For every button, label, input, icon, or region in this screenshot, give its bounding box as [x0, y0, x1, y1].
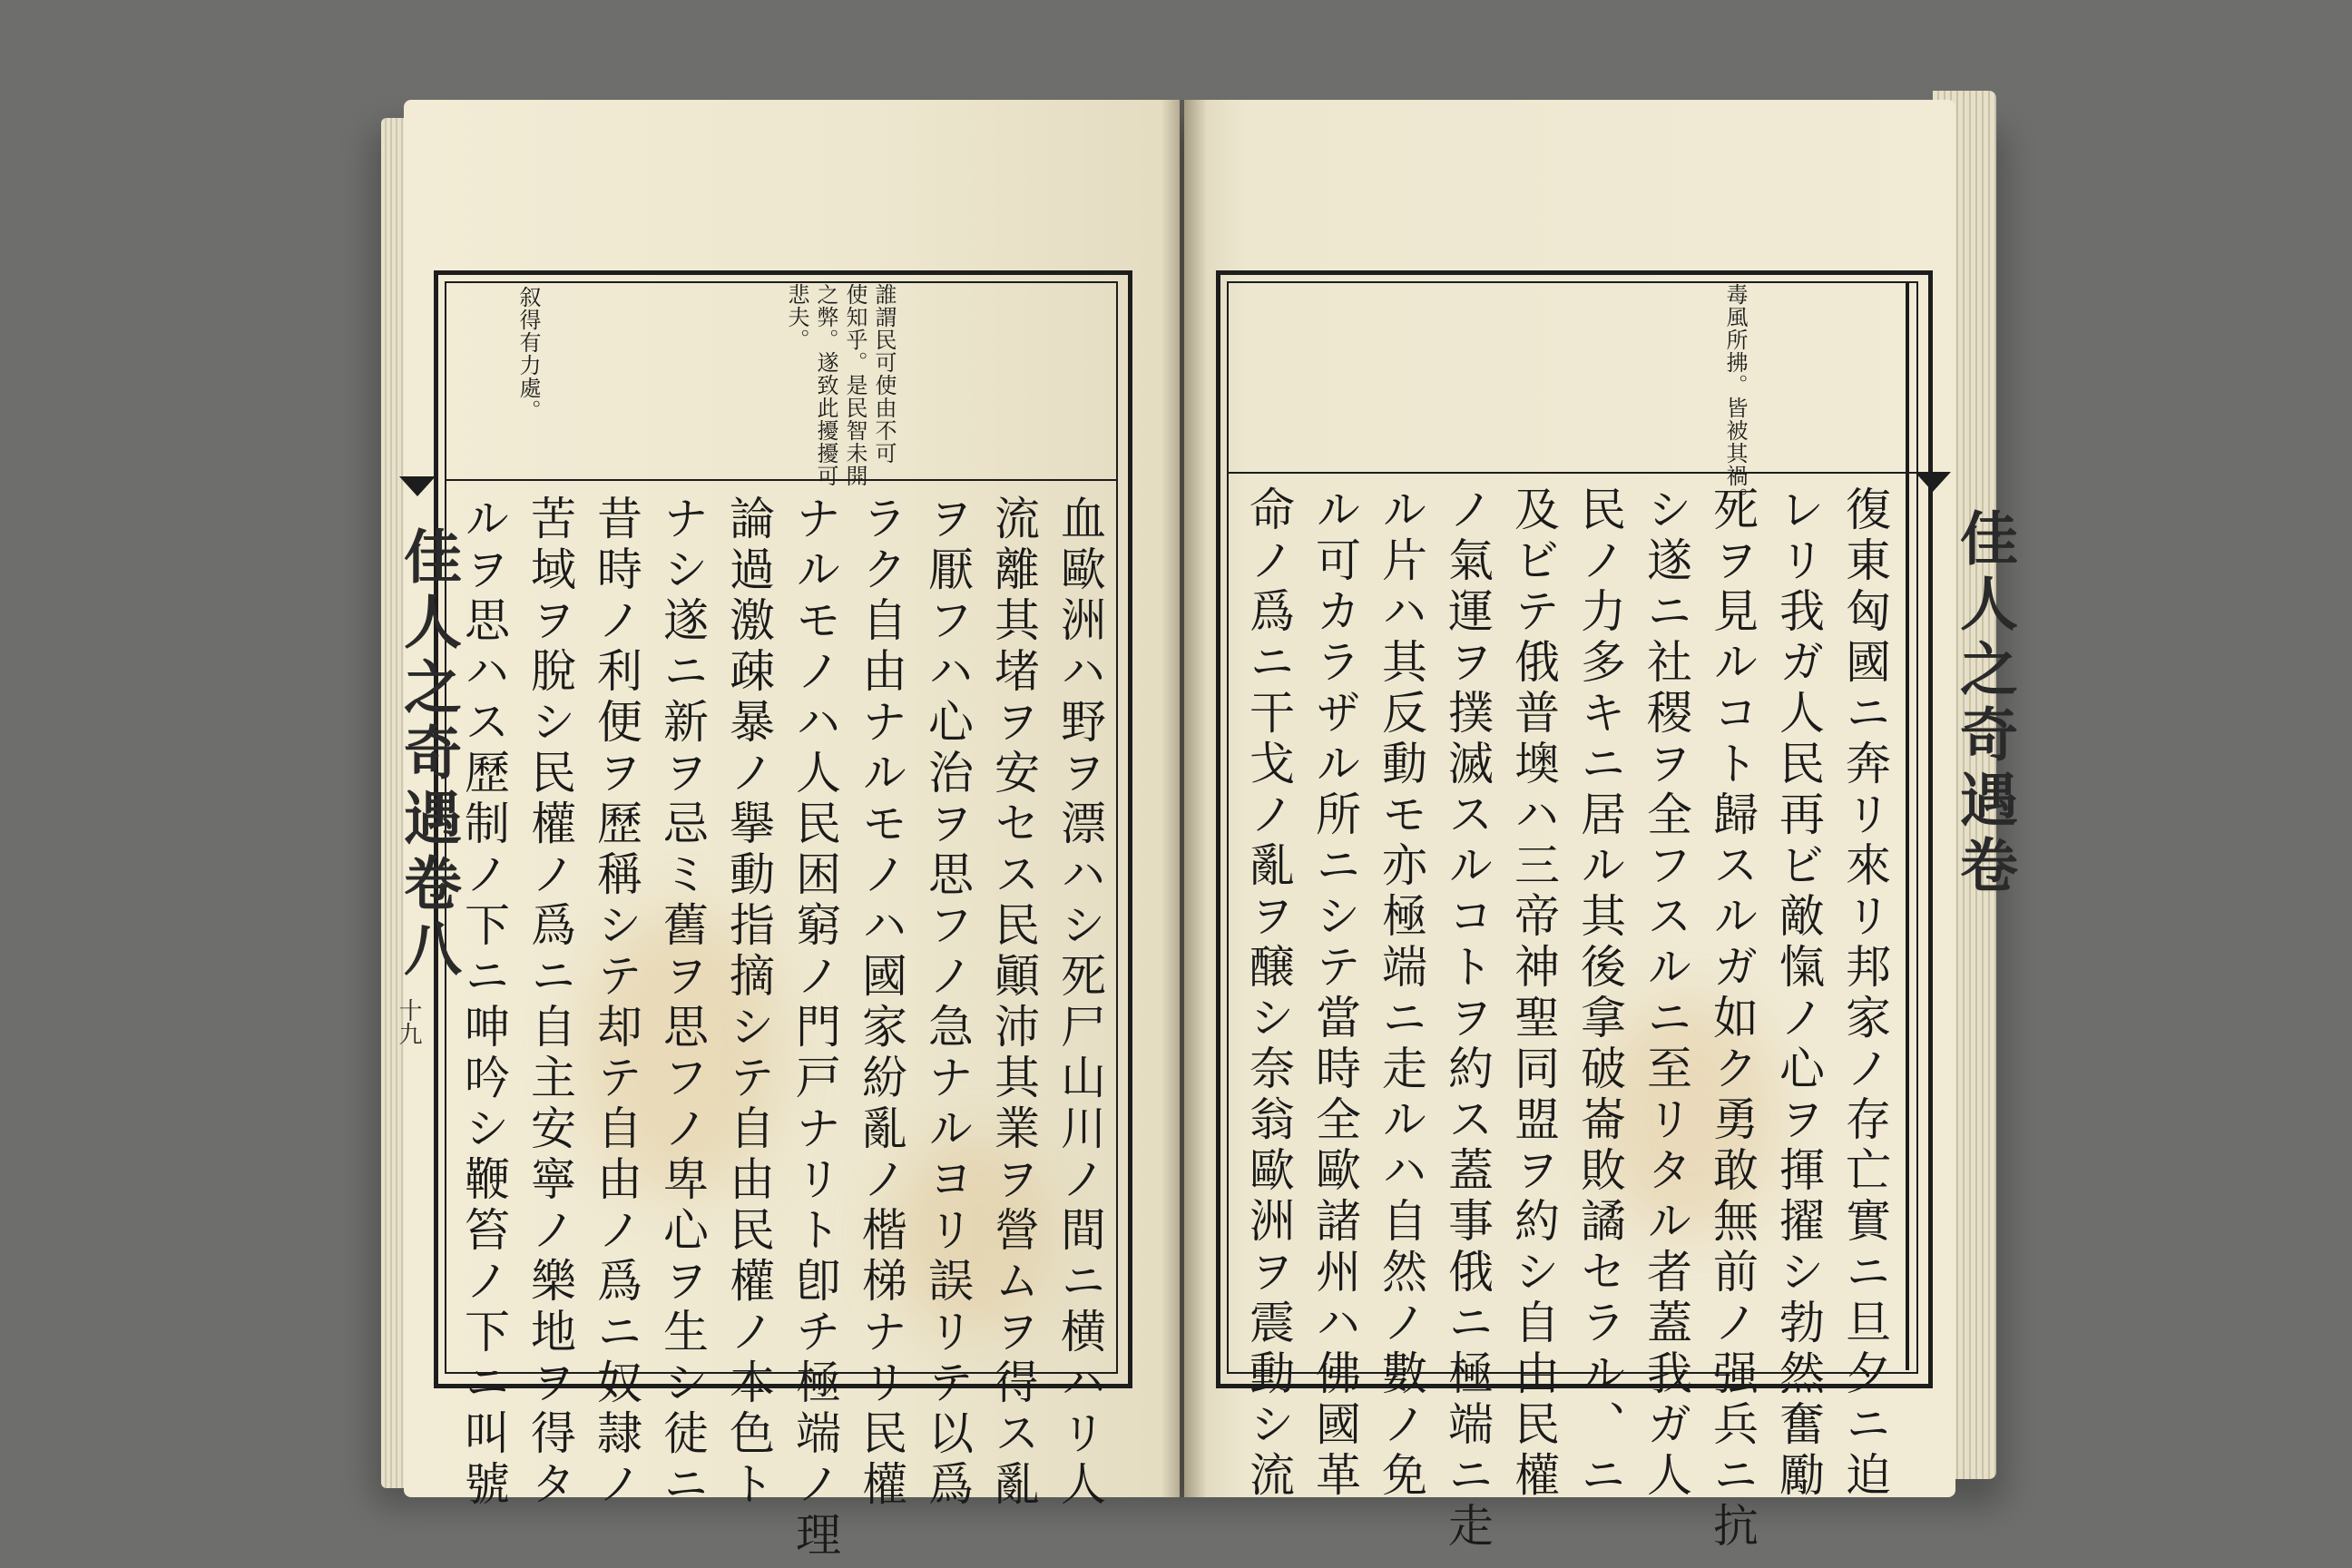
right-margin-title: 佳人之奇遇卷: [1950, 508, 2018, 900]
text-column: ルヲ思ハス歷制ノ下ニ呻吟シ鞭笞ノ下ニ叫號: [457, 495, 510, 1511]
text-column: 血歐洲ハ野ヲ漂ハシ死尸山川ノ間ニ横ハリ人: [1054, 495, 1106, 1511]
text-column: 復東匈國ニ奔リ來リ邦家ノ存亡實ニ旦夕ニ迫: [1838, 485, 1891, 1502]
text-column: 及ビテ俄普墺ハ三帝神聖同盟ヲ約シ自由民權: [1507, 485, 1560, 1502]
head-note: 誰謂民可使由不可: [871, 283, 897, 465]
head-note: 之弊。遂致此擾擾可: [813, 283, 838, 487]
text-column: ル片ハ其反動モ亦極端ニ走ルハ自然ノ數ノ免: [1375, 485, 1427, 1502]
text-column: 論過激疎暴ノ擧動指摘シテ自由民權ノ本色ト: [722, 495, 775, 1511]
text-column: ラク自由ナルモノハ國家紛亂ノ楷梯ナリ民權: [855, 495, 907, 1511]
text-column: ル可カラザル所ニシテ當時全歐諸州ハ佛國革: [1308, 485, 1361, 1502]
head-note: 毒風所拂。皆被其禍。: [1722, 283, 1748, 510]
left-margin-title: 佳人之奇遇卷八: [394, 526, 462, 984]
left-fishtail-ornament: [399, 476, 436, 496]
text-column: 苦域ヲ脫シ民權ノ爲ニ自主安寧ノ樂地ヲ得タ: [524, 495, 576, 1511]
text-column: レリ我ガ人民再ビ敵愾ノ心ヲ揮擢シ勃然奮勵: [1772, 485, 1825, 1502]
text-column: 民ノ力多キニ居ル其後拿破崙敗譎セラル、ニ: [1573, 485, 1626, 1502]
left-head-divider: [445, 479, 1116, 481]
text-column: 命ノ爲ニ干戈ノ亂ヲ醸シ奈翁歐洲ヲ震動シ流: [1242, 485, 1295, 1502]
text-column: シ遂ニ社稷ヲ全フスルニ至リタル者蓋我ガ人: [1640, 485, 1692, 1502]
right-fishtail-ornament: [1915, 472, 1951, 492]
text-column: ヲ厭フハ心治ヲ思フノ急ナルヨリ誤リテ以爲: [921, 495, 974, 1511]
text-column: 死ヲ見ルコト歸スルガ如ク勇敢無前ノ强兵ニ抗: [1706, 485, 1759, 1553]
left-folio: 十九: [395, 998, 422, 1045]
text-column: ノ氣運ヲ撲滅スルコトヲ約ス蓋事俄ニ極端ニ走: [1441, 485, 1494, 1553]
head-note: 叙得有力處。: [515, 286, 541, 422]
right-frame-rule: [1906, 281, 1909, 1370]
text-column: 流離其堵ヲ安セス民顚沛其業ヲ營ムヲ得ス亂: [987, 495, 1040, 1511]
head-note: 使知乎。是民智未開: [842, 283, 867, 487]
head-note: 悲夫。: [784, 283, 809, 351]
text-column: 昔時ノ利便ヲ歷稱シテ却テ自由ノ爲ニ奴隷ノ: [590, 495, 642, 1511]
right-head-divider: [1227, 472, 1916, 474]
text-column: ナシ遂ニ新ヲ忌ミ舊ヲ思フノ卑心ヲ生シ徒ニ: [656, 495, 709, 1511]
book-gutter: [1161, 100, 1207, 1497]
text-column: ナルモノハ人民困窮ノ門戸ナリト卽チ極端ノ理: [789, 495, 841, 1562]
